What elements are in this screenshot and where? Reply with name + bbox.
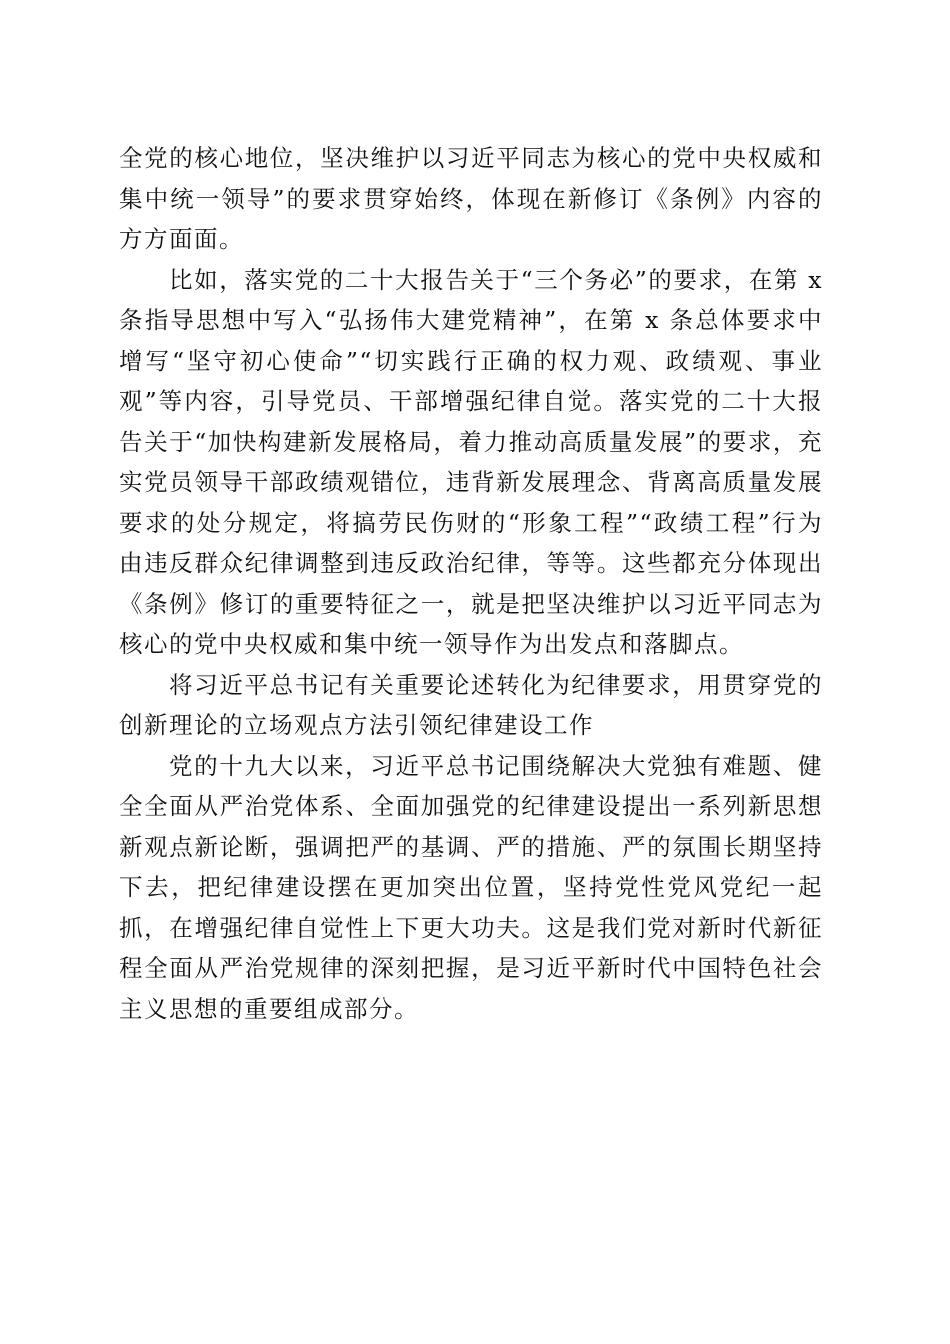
paragraph-4: 党的十九大以来，习近平总书记围绕解决大党独有难题、健全全面从严治党体系、全面加强党的纪律建设提出一系列新思想新观点新论断，强调把严的基调、严的措施、严的氛围长期坚持下去，把纪律建设摆在更加突出位置，坚持党性党风党纪一起抓，在增强纪律自觉性上下更大功夫。这是我们党对新时代新征程全面从严治党规律的深刻把握，是习近平新时代中国特色社会主义思想的重要组成部分。 <box>119 751 823 1023</box>
document-body <box>119 138 823 1029</box>
paragraph-1: 全党的核心地位，坚决维护以习近平同志为核心的党中央权威和集中统一领导”的要求贯穿始终，体现在新修订《条例》内容的方方面面。 <box>119 144 823 253</box>
paragraph-3-heading: 将习近平总书记有关重要论述转化为纪律要求，用贯穿党的创新理论的立场观点方法引领纪律建设工作 <box>119 670 823 739</box>
paragraph-2: 比如，落实党的二十大报告关于“三个务必”的要求，在第 x 条指导思想中写入“弘扬伟大建党精神”，在第 x 条总体要求中增写“坚守初心使命”“切实践行正确的权力观、政绩观、事业观”等内容，引导党员、干部增强纪律自觉。落实党的二十大报告关于“加快构建新发展格局，着力推动高质量发展”的要求，充实党员领导干部政绩观错位，违背新发展理念、背离高质量发展要求的处分规定，将搞劳民伤财的“形象工程”“政绩工程”行为由违反群众纪律调整到违反政治纪律，等等。这些都充分体现出《条例》修订的重要特征之一，就是把坚决维护以习近平同志为核心的党中央权威和集中统一领导作为出发点和落脚点。 <box>119 265 823 658</box>
